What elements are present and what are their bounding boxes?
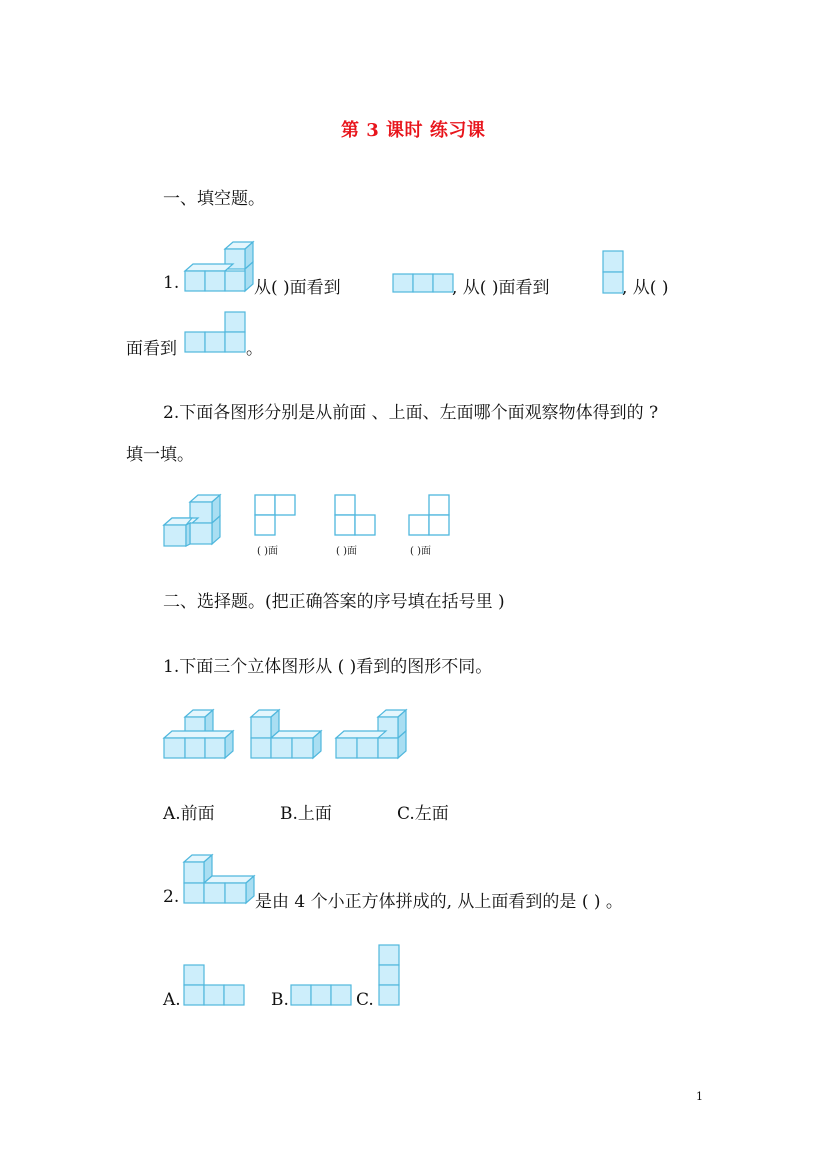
choice-question-2-number: 2. [163, 887, 180, 907]
question-text-b: , 从( )面看到 [452, 278, 550, 298]
view-top-option [334, 494, 378, 538]
page-number: 1 [696, 1090, 703, 1103]
choice-question-2-text: 是由 4 个小正方体拼成的, 从上面看到的是 ( ) 。 [255, 892, 623, 912]
answer-option-a: A. [163, 990, 181, 1010]
question-text-d: 面看到 [126, 339, 177, 359]
answer-view-a [183, 964, 247, 1008]
question-text-a: 从( )面看到 [254, 278, 341, 298]
four-cube-figure [183, 852, 257, 906]
option-c: C.左面 [397, 804, 449, 824]
option-b: B.上面 [280, 804, 332, 824]
section-heading-fill-blank: 一、填空题。 [163, 189, 265, 209]
solid-figure-a [163, 707, 237, 761]
question-number: 1. [163, 273, 180, 293]
view-three-row [392, 273, 456, 293]
option-a: A.前面 [163, 804, 215, 824]
answer-option-c: C. [356, 990, 374, 1010]
choice-question-1: 1.下面三个立体图形从 ( )看到的图形不同。 [163, 657, 493, 677]
blank-label-3: ( )面 [410, 546, 431, 557]
solid-figure-c [335, 707, 409, 761]
section-heading-choice: 二、选择题。(把正确答案的序号填在括号里 ) [163, 592, 505, 612]
question-2-line2: 填一填。 [126, 445, 194, 465]
question-2-line1: 2.下面各图形分别是从前面 、上面、左面哪个面观察物体得到的 ? [163, 403, 659, 423]
blank-label-2: ( )面 [336, 546, 357, 557]
question-text-c: , 从( ) [622, 278, 669, 298]
answer-view-b [290, 984, 354, 1006]
page-title: 第 3 课时 练习课 [341, 120, 486, 141]
view-left-option [408, 494, 452, 538]
solid-figure-b [250, 707, 324, 761]
view-two-column [602, 250, 624, 294]
view-l-shape [184, 311, 248, 355]
question-end-mark: 。 [246, 339, 263, 359]
view-front-option [254, 494, 298, 538]
blank-label-1: ( )面 [257, 546, 278, 557]
cube-stack-figure [183, 240, 255, 292]
answer-option-b: B. [271, 990, 289, 1010]
answer-view-c [378, 944, 400, 1008]
cube-stair-figure [162, 494, 226, 554]
